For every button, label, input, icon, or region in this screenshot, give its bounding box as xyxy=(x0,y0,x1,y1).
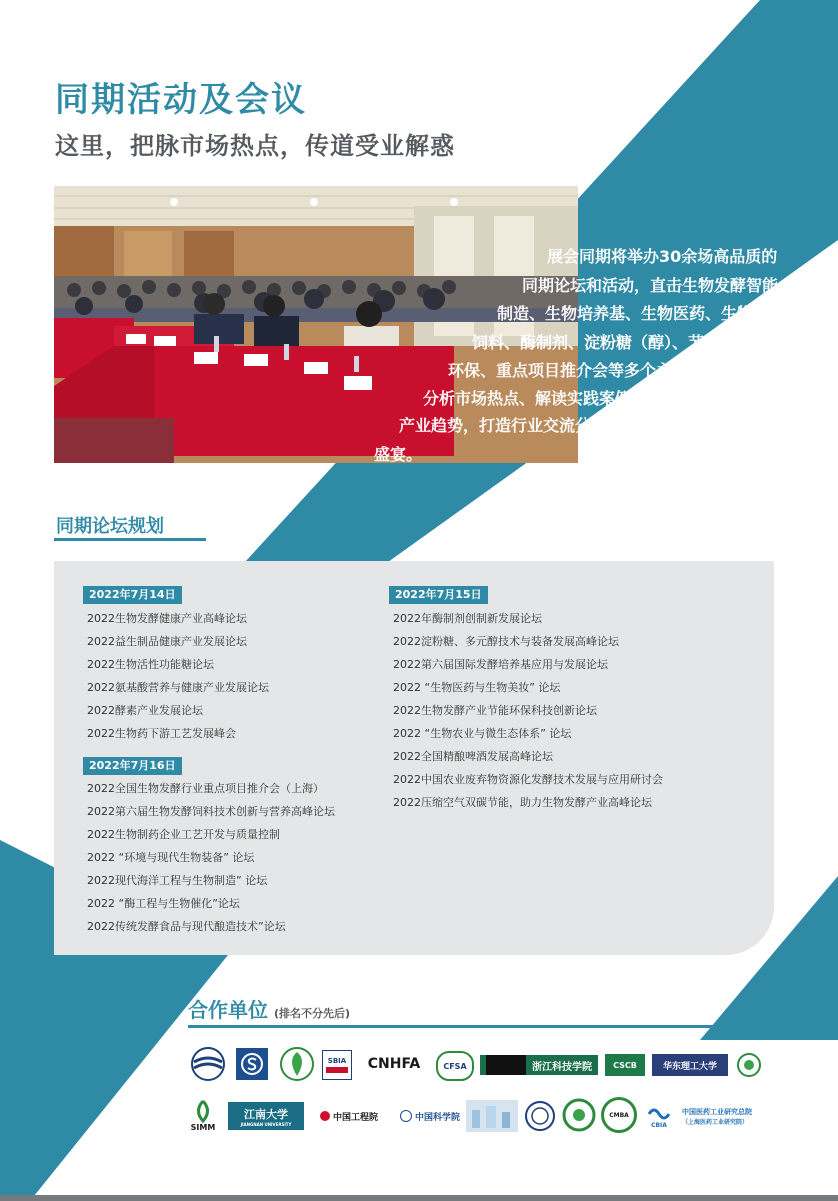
bottom-bar xyxy=(0,1195,838,1201)
partner-logo-sbia xyxy=(322,1050,352,1080)
lab-glassware-icon xyxy=(466,1100,518,1132)
partner-logo-cnhfa xyxy=(365,1052,423,1076)
partner-logo-1 xyxy=(190,1046,226,1082)
partner-logo-cbia xyxy=(642,1098,676,1132)
partner-logo-lab-image xyxy=(466,1100,518,1132)
partner-logo-zhejiang xyxy=(480,1055,598,1075)
zhejiang-black-block xyxy=(486,1055,526,1075)
partners-underline xyxy=(188,1025,764,1028)
partner-logo-3 xyxy=(279,1046,315,1082)
page-title: 同期活动及会议 xyxy=(55,80,307,120)
partner-logo-simm xyxy=(186,1095,220,1135)
cae-emblem xyxy=(320,1111,330,1121)
forum-schedule-panel xyxy=(54,561,774,955)
list-item: 2022生物活性功能糖论坛 xyxy=(87,658,214,671)
partner-logo-ecust xyxy=(652,1054,728,1076)
forum-list-0714 xyxy=(87,607,269,745)
cmba-logo-text: CMBA xyxy=(609,1111,629,1119)
cae-logo-text: 中国工程院 xyxy=(332,1112,378,1123)
s-emblem-icon xyxy=(240,1052,264,1076)
partner-logo-jiangnan xyxy=(228,1102,304,1130)
green-seal-icon xyxy=(562,1098,596,1132)
simm-drop-icon xyxy=(192,1099,214,1123)
cas-emblem xyxy=(400,1110,412,1122)
partner-logo-cscb xyxy=(605,1054,645,1076)
cscb-logo-text: CSCB xyxy=(613,1060,637,1070)
ecust-logo-text: 华东理工大学 xyxy=(662,1061,717,1072)
partners-heading xyxy=(188,994,350,1023)
jiangnan-logo-text: 江南大学 xyxy=(244,1107,288,1121)
simm-logo-text: SIMM xyxy=(190,1122,216,1132)
intro-line-3: 制造、生物培养基、生物医药、生物 xyxy=(497,304,754,323)
list-item: 2022淀粉糖、多元醇技术与装备发展高峰论坛 xyxy=(393,635,619,648)
pharma-logo-line2: （上海医药工业研究院） xyxy=(682,1118,749,1126)
university-seal-icon xyxy=(524,1100,556,1132)
list-item: 2022 “环境与现代生物装备” 论坛 xyxy=(87,851,255,864)
forum-list-0716 xyxy=(87,777,335,938)
partners-note: (排名不分先后) xyxy=(274,1007,351,1020)
partner-logo-seal xyxy=(524,1100,556,1132)
sbia-logo-text: SBIA xyxy=(327,1057,347,1065)
intro-line-4: 饲料、酶制剂、淀粉糖（醇）、节能 xyxy=(472,333,721,352)
sbia-red-bar xyxy=(326,1067,348,1073)
intro-line-5: 环保、重点项目推介会等多个主题， xyxy=(448,361,705,380)
list-item: 2022生物发酵产业节能环保科技创新论坛 xyxy=(393,704,597,717)
partner-logo-green-seal xyxy=(562,1098,596,1132)
list-item: 2022生物发酵健康产业高峰论坛 xyxy=(87,612,247,625)
list-item: 2022压缩空气双碳节能，助力生物发酵产业高峰论坛 xyxy=(393,796,652,809)
intro-line-2: 同期论坛和活动，直击生物发酵智能 xyxy=(522,276,779,295)
list-item: 2022传统发酵食品与现代酿造技术”论坛 xyxy=(87,920,286,933)
list-item: 2022 “生物医药与生物美妆” 论坛 xyxy=(393,681,561,694)
cfsa-logo-text: CFSA xyxy=(443,1061,467,1071)
intro-line-1: 展会同期将举办30余场高品质的 xyxy=(547,247,778,266)
leaf-round-icon xyxy=(736,1052,762,1078)
date-badge-0715: 2022年7月15日 xyxy=(389,586,488,604)
list-item: 2022 “酶工程与生物催化”论坛 xyxy=(87,897,240,910)
list-item: 2022第六届国际发酵培养基应用与发展论坛 xyxy=(393,658,608,671)
list-item: 2022 “生物农业与微生态体系” 论坛 xyxy=(393,727,572,740)
list-item: 2022现代海洋工程与生物制造” 论坛 xyxy=(87,874,268,887)
cas-logo-text: 中国科学院 xyxy=(414,1112,460,1123)
partner-logo-leaf-round xyxy=(736,1052,762,1078)
list-item: 2022第六届生物发酵饲料技术创新与营养高峰论坛 xyxy=(87,805,335,818)
list-item: 2022全国生物发酵行业重点项目推介会（上海） xyxy=(87,782,324,795)
intro-line-6: 分析市场热点、解读实践案例、前瞻 xyxy=(423,389,680,408)
partner-logo-cmba xyxy=(601,1097,637,1133)
forum-plan-underline xyxy=(54,538,206,541)
list-item: 2022生物药下游工艺发展峰会 xyxy=(87,727,236,740)
partner-logo-cae xyxy=(310,1106,388,1126)
cnhfa-logo-text: CNHFA xyxy=(367,1056,421,1072)
green-leaf-emblem-icon xyxy=(279,1046,315,1082)
partner-logo-2 xyxy=(236,1048,268,1080)
partner-logo-pharma xyxy=(682,1102,762,1130)
page-subtitle: 这里，把脉市场热点，传道受业解惑 xyxy=(55,132,455,160)
list-item: 2022生物制药企业工艺开发与质量控制 xyxy=(87,828,280,841)
list-item: 2022中国农业废弃物资源化发酵技术发展与应用研讨会 xyxy=(393,773,663,786)
date-badge-0716: 2022年7月16日 xyxy=(83,757,182,775)
list-item: 2022年酶制剂创制新发展论坛 xyxy=(393,612,542,625)
forum-plan-heading: 同期论坛规划 xyxy=(56,516,164,537)
partner-logo-cas xyxy=(398,1106,462,1126)
list-item: 2022酵素产业发展论坛 xyxy=(87,704,203,717)
intro-line-7: 产业趋势，打造行业交流分享的思想 xyxy=(399,416,656,435)
pharma-logo-line1: 中国医药工业研究总院 xyxy=(682,1107,752,1116)
zhejiang-logo-text: 浙江科技学院 xyxy=(532,1061,592,1073)
cbia-logo-text: CBIA xyxy=(651,1121,667,1129)
date-badge-0714: 2022年7月14日 xyxy=(83,586,182,604)
intro-line-8: 盛宴。 xyxy=(374,445,423,464)
partners-title: 合作单位 xyxy=(188,998,268,1022)
forum-list-0715 xyxy=(393,607,663,814)
list-item: 2022全国精酿啤酒发展高峰论坛 xyxy=(393,750,553,763)
list-item: 2022氨基酸营养与健康产业发展论坛 xyxy=(87,681,269,694)
partner-logo-cfsa xyxy=(436,1051,474,1081)
list-item: 2022益生制品健康产业发展论坛 xyxy=(87,635,247,648)
globe-emblem-icon xyxy=(190,1046,226,1082)
cbia-wave-icon xyxy=(647,1102,671,1122)
jiangnan-logo-en: JIANGNAN UNIVERSITY xyxy=(240,1121,292,1127)
